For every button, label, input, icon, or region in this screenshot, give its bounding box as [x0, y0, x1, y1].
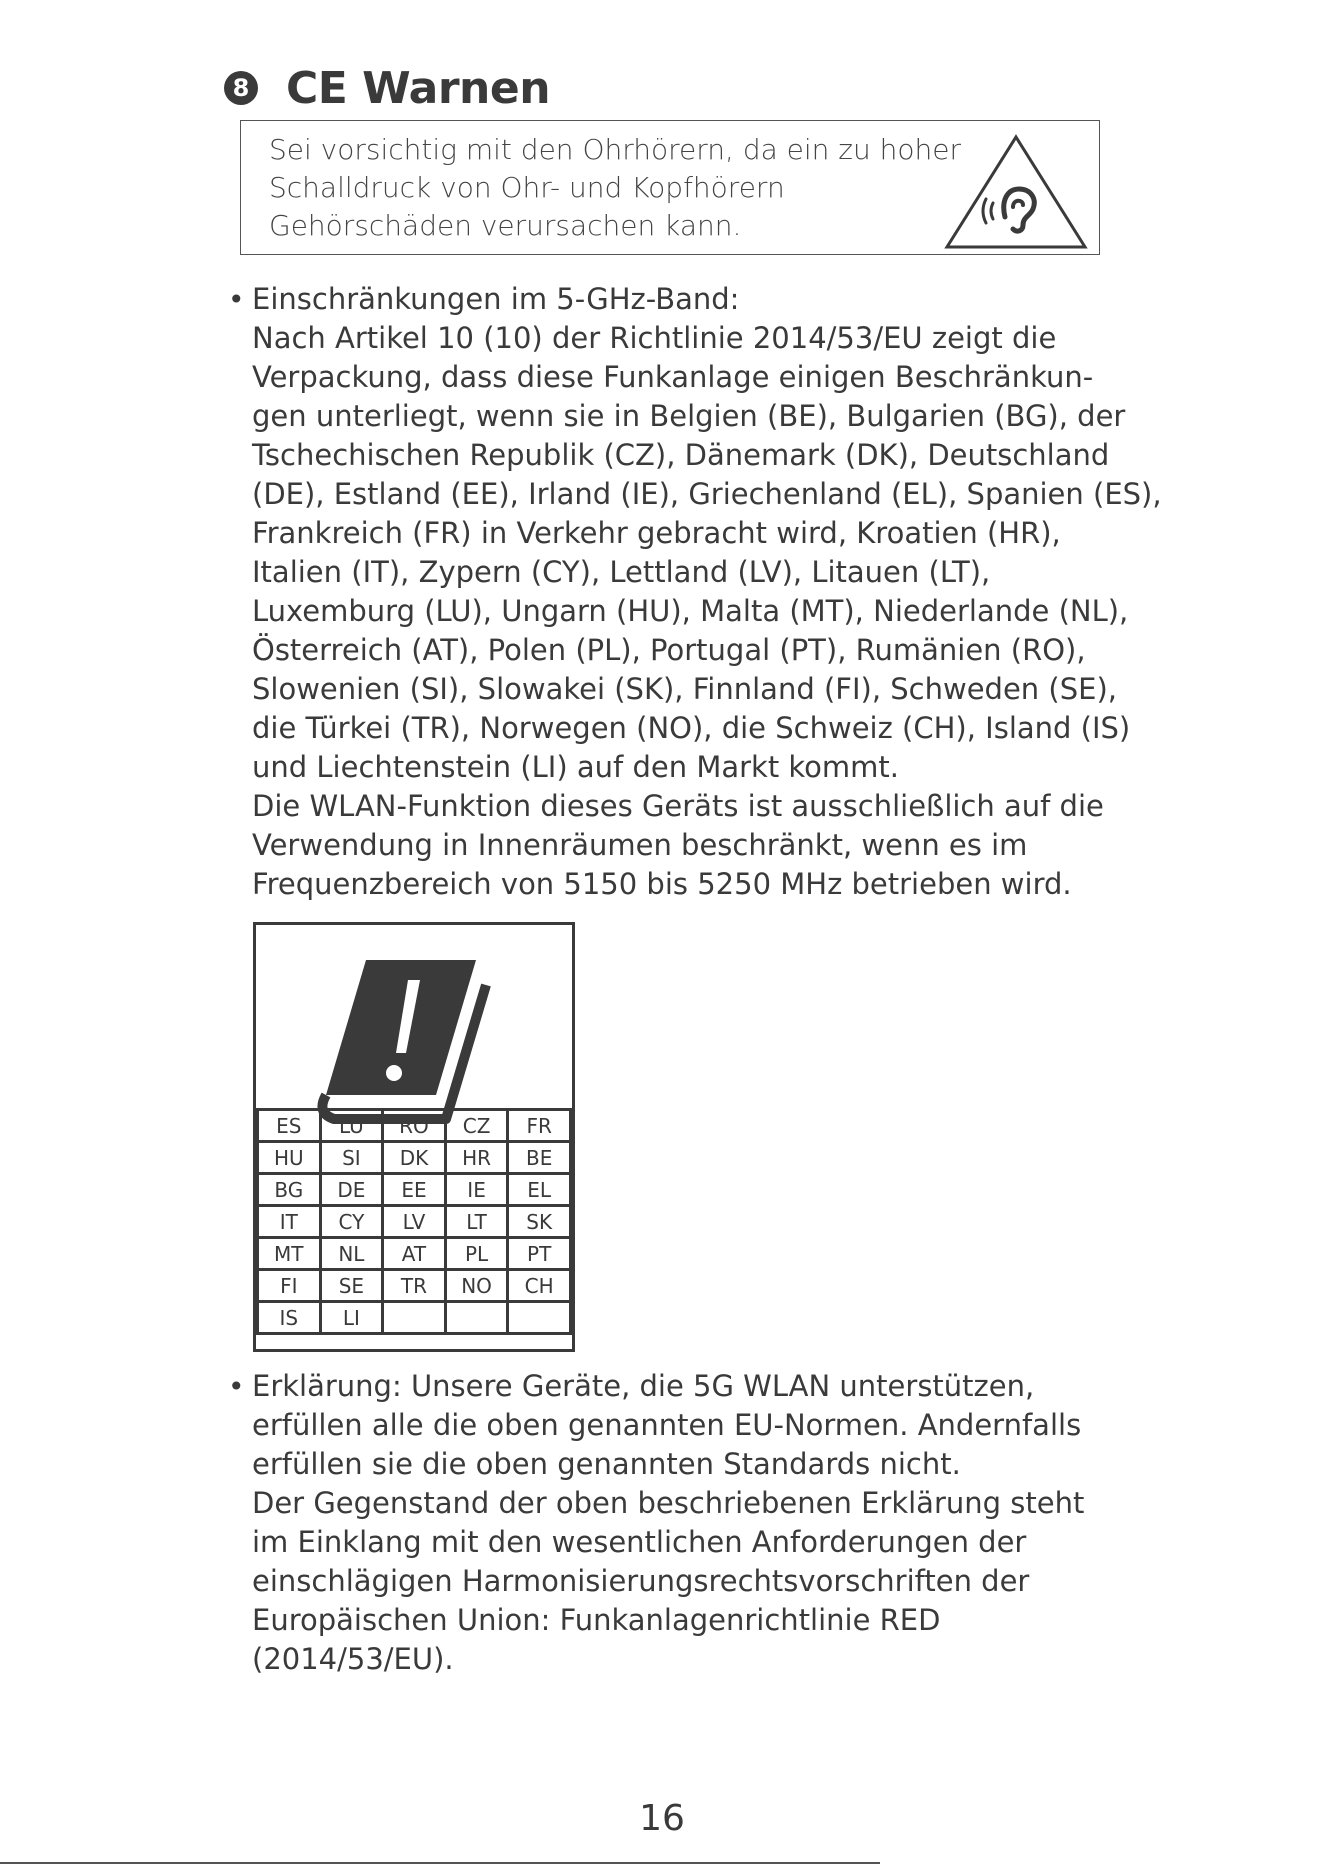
warning-line: Sei vorsichtig mit den Ohrhörern, da ein zu hoher [269, 133, 962, 166]
text-line: (2014/53/EU). [252, 1642, 454, 1676]
country-code-cell: SE [320, 1270, 383, 1302]
country-code-cell: ES [258, 1110, 321, 1142]
country-code-row [258, 1142, 571, 1174]
country-code-cell: LI [320, 1302, 383, 1334]
country-code-cell: HU [258, 1142, 321, 1174]
text-line: Der Gegenstand der oben beschriebenen Erklärung steht [252, 1486, 1085, 1520]
section-number-badge: 8 [224, 71, 258, 105]
country-code-cell: CY [320, 1206, 383, 1238]
bullet-dot: • [228, 1370, 245, 1403]
country-code-cell: DE [320, 1174, 383, 1206]
text-line: Verwendung in Innenräumen beschränkt, wenn es im [252, 828, 1028, 862]
warning-line: Gehörschäden verursachen kann. [269, 209, 742, 242]
restriction-logo [253, 922, 575, 1352]
country-code-cell: PT [508, 1238, 571, 1270]
text-line: erfüllen sie die oben genannten Standards nicht. [252, 1447, 961, 1481]
country-code-row [258, 1110, 571, 1142]
restrictions-text [252, 280, 1162, 904]
country-code-cell: BE [508, 1142, 571, 1174]
country-code-row [258, 1270, 571, 1302]
text-line: Europäischen Union: Funkanlagenrichtlinie RED [252, 1603, 941, 1637]
declaration-text [252, 1367, 1152, 1679]
country-code-cell: CZ [445, 1110, 508, 1142]
text-line: Frequenzbereich von 5150 bis 5250 MHz betrieben wird. [252, 867, 1072, 901]
text-line: Einschränkungen im 5-GHz-Band: [252, 282, 740, 316]
warning-text [269, 131, 962, 245]
text-line: im Einklang mit den wesentlichen Anforderungen der [252, 1525, 1027, 1559]
text-line: Verpackung, dass diese Funkanlage einigen Beschränkun- [252, 360, 1094, 394]
country-code-cell: EE [383, 1174, 446, 1206]
country-code-cell: IT [258, 1206, 321, 1238]
hearing-warning-triangle-icon [941, 131, 1091, 251]
country-code-cell: CH [508, 1270, 571, 1302]
text-line: Nach Artikel 10 (10) der Richtlinie 2014/53/EU zeigt die [252, 321, 1057, 355]
text-line: Italien (IT), Zypern (CY), Lettland (LV), Litauen (LT), [252, 555, 991, 589]
text-line: Luxemburg (LU), Ungarn (HU), Malta (MT), Niederlande (NL), [252, 594, 1129, 628]
manual-exclamation-icon [306, 935, 506, 1135]
country-code-cell: IE [445, 1174, 508, 1206]
country-code-row [258, 1174, 571, 1206]
text-line: und Liechtenstein (LI) auf den Markt kommt. [252, 750, 900, 784]
country-code-cell [445, 1302, 508, 1334]
text-line: Frankreich (FR) in Verkehr gebracht wird, Kroatien (HR), [252, 516, 1061, 550]
country-code-table [256, 1108, 572, 1335]
country-code-cell: DK [383, 1142, 446, 1174]
text-line: erfüllen alle die oben genannten EU-Normen. Andernfalls [252, 1408, 1082, 1442]
country-code-cell: LV [383, 1206, 446, 1238]
country-code-cell: LT [445, 1206, 508, 1238]
country-code-cell: RO [383, 1110, 446, 1142]
country-code-cell: NO [445, 1270, 508, 1302]
text-line: Die WLAN-Funktion dieses Geräts ist ausschließlich auf die [252, 789, 1104, 823]
hearing-warning-box [240, 120, 1100, 255]
country-code-cell: SK [508, 1206, 571, 1238]
text-line: Österreich (AT), Polen (PL), Portugal (PT), Rumänien (RO), [252, 633, 1086, 667]
country-code-cell: HR [445, 1142, 508, 1174]
country-code-row [258, 1302, 571, 1334]
section-title: CE Warnen [286, 62, 551, 114]
bullet-dot: • [228, 283, 245, 316]
country-code-cell: NL [320, 1238, 383, 1270]
warning-line: Schalldruck von Ohr- und Kopfhörern [269, 171, 785, 204]
country-code-row [258, 1206, 571, 1238]
section-heading [224, 58, 550, 118]
country-code-cell: EL [508, 1174, 571, 1206]
text-line: gen unterliegt, wenn sie in Belgien (BE), Bulgarien (BG), der [252, 399, 1126, 433]
country-code-cell: MT [258, 1238, 321, 1270]
country-code-cell [383, 1302, 446, 1334]
text-line: die Türkei (TR), Norwegen (NO), die Schweiz (CH), Island (IS) [252, 711, 1131, 745]
footer-rule [0, 1862, 880, 1864]
country-code-cell [508, 1302, 571, 1334]
text-line: (DE), Estland (EE), Irland (IE), Griechenland (EL), Spanien (ES), [252, 477, 1162, 511]
text-line: Slowenien (SI), Slowakei (SK), Finnland (FI), Schweden (SE), [252, 672, 1117, 706]
page-number: 16 [639, 1798, 685, 1839]
country-code-cell: FI [258, 1270, 321, 1302]
country-code-cell: BG [258, 1174, 321, 1206]
country-code-cell: TR [383, 1270, 446, 1302]
country-code-cell: SI [320, 1142, 383, 1174]
country-code-cell: IS [258, 1302, 321, 1334]
country-code-cell: PL [445, 1238, 508, 1270]
text-line: einschlägigen Harmonisierungsrechtsvorschriften der [252, 1564, 1030, 1598]
country-code-cell: FR [508, 1110, 571, 1142]
text-line: Erklärung: Unsere Geräte, die 5G WLAN unterstützen, [252, 1369, 1035, 1403]
country-code-row [258, 1238, 571, 1270]
country-code-cell: LU [320, 1110, 383, 1142]
country-code-cell: AT [383, 1238, 446, 1270]
text-line: Tschechischen Republik (CZ), Dänemark (DK), Deutschland [252, 438, 1110, 472]
